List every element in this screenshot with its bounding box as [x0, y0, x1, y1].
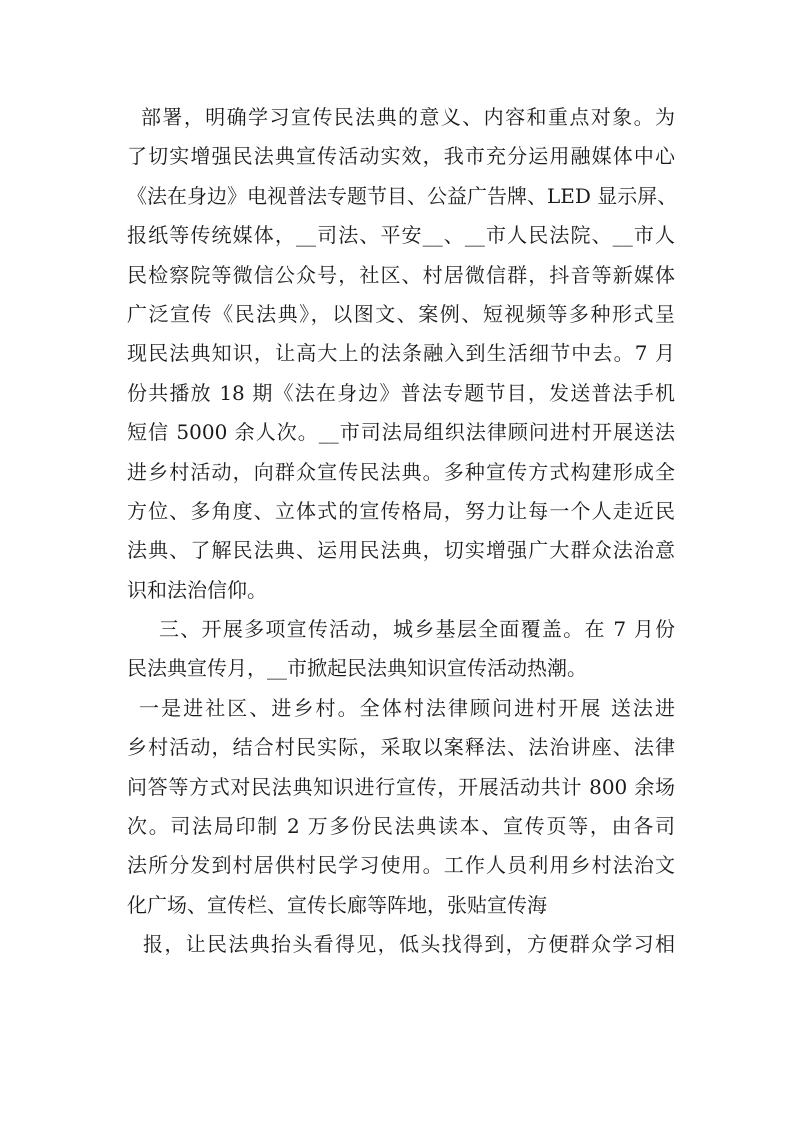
text-line: 法所分发到村居供村民学习使用。工作人员利用乡村法治文	[127, 853, 675, 878]
text-line: 报，让民法典抬头看得见，低头找得到，方便群众学习相	[143, 932, 675, 957]
text-line: 乡村活动，结合村民实际，采取以案释法、法治讲座、法律	[127, 735, 675, 760]
text-line: 法典、了解民法典、运用民法典，切实增强广大群众法治意	[127, 538, 675, 563]
text-line: 份共播放 18 期《法在身边》普法专题节目，发送普法手机	[127, 380, 675, 405]
text-line: 报纸等传统媒体，__司法、平安__、__市人民法院、__市人	[127, 223, 675, 248]
text-line: 问答等方式对民法典知识进行宣传，开展活动共计 800 余场	[127, 774, 675, 799]
document-body	[127, 98, 678, 965]
text-line: 方位、多角度、立体式的宣传格局，努力让每一个人走近民	[127, 498, 675, 523]
text-line: 一是进社区、进乡村。全体村法律顾问进村开展 送法进	[139, 695, 675, 720]
text-line: 短信 5000 余人次。__市司法局组织法律顾问进村开展送法	[127, 420, 675, 445]
text-line: 部署，明确学习宣传民法典的意义、内容和重点对象。为	[141, 105, 675, 129]
text-line: 广泛宣传《民法典》，以图文、案例、短视频等多种形式呈	[127, 301, 675, 326]
text-line: 进乡村活动，向群众宣传民法典。多种宣传方式构建形成全	[127, 459, 675, 484]
text-line: 化广场、宣传栏、宣传长廊等阵地，张贴宣传海	[127, 892, 547, 917]
text-line: 识和法治信仰。	[127, 577, 267, 602]
text-line: 次。司法局印制 2 万多份民法典读本、宣传页等，由各司	[127, 814, 675, 839]
text-line: 《法在身边》电视普法专题节目、公益广告牌、LED 显示屏、	[127, 183, 678, 208]
text-line: 民检察院等微信公众号，社区、村居微信群，抖音等新媒体	[127, 262, 675, 287]
section-heading-line: 三、开展多项宣传活动，城乡基层全面覆盖。在 7 月份	[159, 617, 675, 642]
text-line: 现民法典知识，让高大上的法条融入到生活细节中去。7 月	[127, 341, 675, 366]
text-line: 了切实增强民法典宣传活动实效，我市充分运用融媒体中心	[127, 144, 675, 169]
text-line: 民法典宣传月，__市掀起民法典知识宣传活动热潮。	[127, 656, 587, 681]
